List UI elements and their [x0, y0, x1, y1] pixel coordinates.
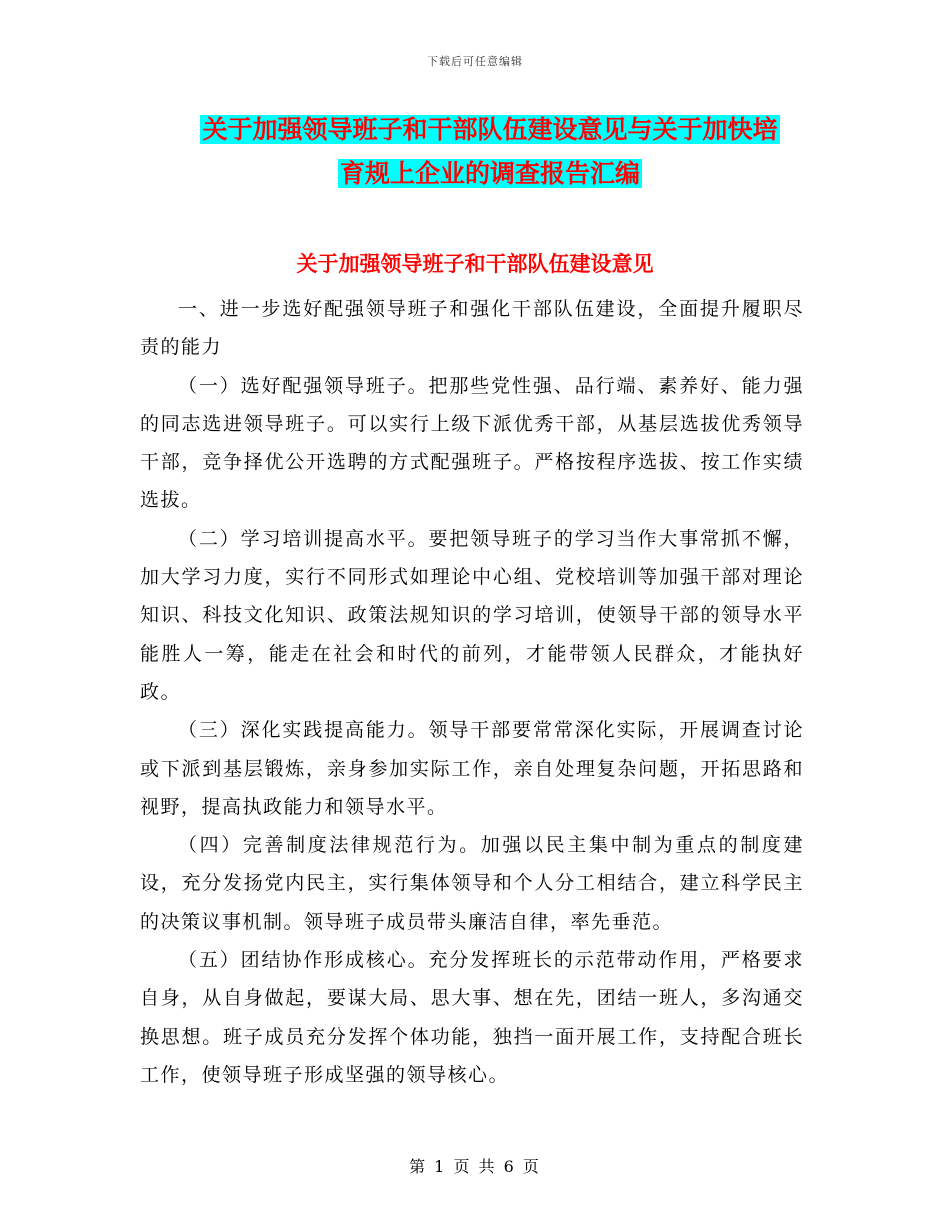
- document-title-line-1: 关于加强领导班子和干部队伍建设意见与关于加快培: [202, 115, 778, 144]
- section-title: 关于加强领导班子和干部队伍建设意见: [296, 252, 654, 276]
- paragraph: 一、进一步选好配强领导班子和强化干部队伍建设，全面提升履职尽责的能力: [140, 298, 804, 359]
- document-title-line-2: 育规上企业的调查报告汇编: [339, 159, 640, 188]
- document-body: [140, 290, 804, 1094]
- paragraph: （四）完善制度法律规范行为。加强以民主集中制为重点的制度建设，充分发扬党内民主，实行集体领导和个人分工相结合，建立科学民主的决策议事机制。领导班子成员带头廉洁自律，率先垂范。: [140, 834, 804, 933]
- paragraph: （一）选好配强领导班子。把那些党性强、品行端、素养好、能力强的同志选进领导班子。可以实行上级下派优秀干部，从基层选拔优秀领导干部，竞争择优公开选聘的方式配强班子。严格按程序选拔、按工作实绩选拔。: [140, 374, 804, 512]
- page-header-note: 下载后可任意编辑: [427, 55, 523, 68]
- paragraph: （五）团结协作形成核心。充分发挥班长的示范带动作用，严格要求自身，从自身做起，要谋大局、思大事、想在先，团结一班人，多沟通交换思想。班子成员充分发挥个体功能，独挡一面开展工作，支持配合班长工作，使领导班子形成坚强的领导核心。: [140, 949, 804, 1086]
- page-number: 第 1 页 共 6 页: [409, 1157, 541, 1176]
- paragraph: （三）深化实践提高能力。领导干部要常常深化实际，开展调查讨论或下派到基层锻炼，亲身参加实际工作，亲自处理复杂问题，开拓思路和视野，提高执政能力和领导水平。: [140, 719, 804, 818]
- document-title: [130, 108, 850, 196]
- paragraph: （二）学习培训提高水平。要把领导班子的学习当作大事常抓不懈，加大学习力度，实行不同形式如理论中心组、党校培训等加强干部对理论知识、科技文化知识、政策法规知识的学习培训，使领导干部的领导水平能胜人一筹，能走在社会和时代的前列，才能带领人民群众，才能执好政。: [140, 527, 804, 703]
